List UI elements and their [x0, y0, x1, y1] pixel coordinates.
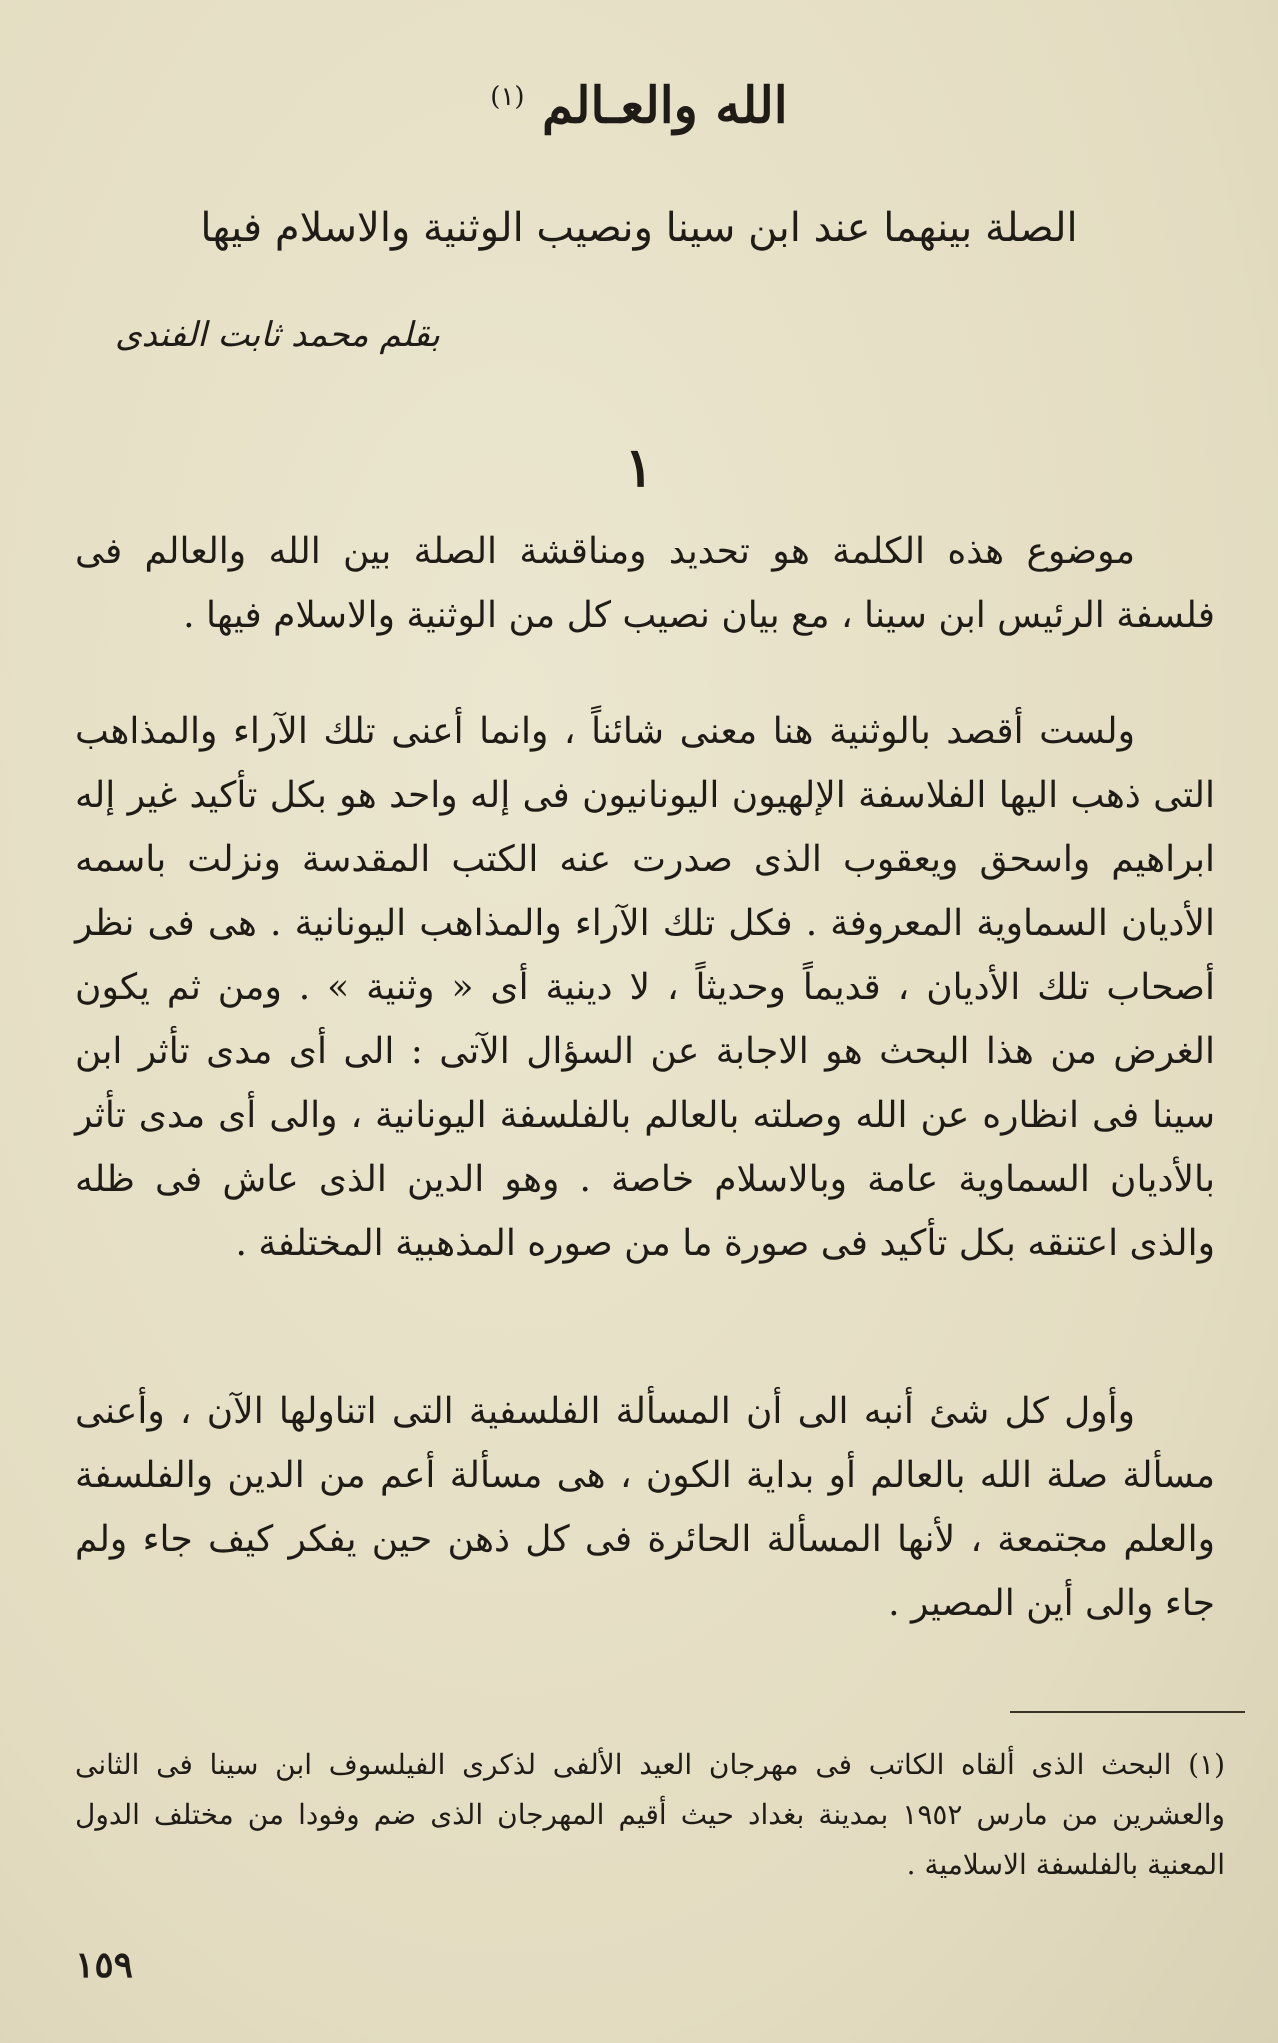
- article-title: [0, 62, 1278, 141]
- paragraph-2: ولست أقصد بالوثنية هنا معنى شائناً ، وانما أعنى تلك الآراء والمذاهب التى ذهب اليها الفلاسفة الإلهيون اليونانيون فى إله واحد هو بكل تأكيد غير إله ابراهيم واسحق ويعقوب الذى صدرت عنه الكتب المقدسة ونزلت باسمه الأديان السماوية المعروفة . فكل تلك الآراء والمذاهب اليونانية . هى فى نظر أصحاب تلك الأديان ، قديماً وحديثاً ، لا دينية أى « وثنية » . ومن ثم يكون الغرض من هذا البحث هو الاجابة عن السؤال الآتى : الى أى مدى تأثر ابن سينا فى انظاره عن الله وصلته بالعالم بالفلسفة اليونانية ، والى أى مدى تأثر بالأديان السماوية عامة وبالاسلام خاصة . وهو الدين الذى عاش فى ظله والذى اعتنقه بكل تأكيد فى صورة ما من صوره المذهبية المختلفة .: [75, 711, 1216, 1264]
- page-number: ١٥٩: [75, 1944, 134, 1986]
- footnote-divider: [1010, 1711, 1245, 1713]
- title-text: الله والعـالم: [542, 75, 788, 135]
- section-number: ١: [624, 435, 654, 499]
- paragraph-1: موضوع هذه الكلمة هو تحديد ومناقشة الصلة بين الله والعالم فى فلسفة الرئيس ابن سينا ، مع بيان نصيب كل من الوثنية والاسلام فيها .: [75, 531, 1215, 636]
- author-byline: بقلم محمد ثابت الفندى: [114, 315, 440, 355]
- article-subtitle: الصلة بينهما عند ابن سينا ونصيب الوثنية والاسلام فيها: [200, 205, 1078, 251]
- paragraph-3: وأول كل شئ أنبه الى أن المسألة الفلسفية التى اتناولها الآن ، وأعنى مسألة صلة الله بالعالم أو بداية الكون ، هى مسألة أعم من الدين والفلسفة والعلم مجتمعة ، لأنها المسألة الحائرة فى كل ذهن حين يفكر كيف جاء ولم جاء والى أين المصير .: [75, 1391, 1215, 1624]
- footnote: (١) البحث الذى ألقاه الكاتب فى مهرجان العيد الألفى لذكرى الفيلسوف ابن سينا فى الثانى والعشرين من مارس ١٩٥٢ بمدينة بغداد حيث أقيم المهرجان الذى ضم وفودا من مختلف الدول المعنية بالفلسفة الاسلامية .: [75, 1748, 1225, 1881]
- title-footnote-marker: (١): [490, 82, 525, 112]
